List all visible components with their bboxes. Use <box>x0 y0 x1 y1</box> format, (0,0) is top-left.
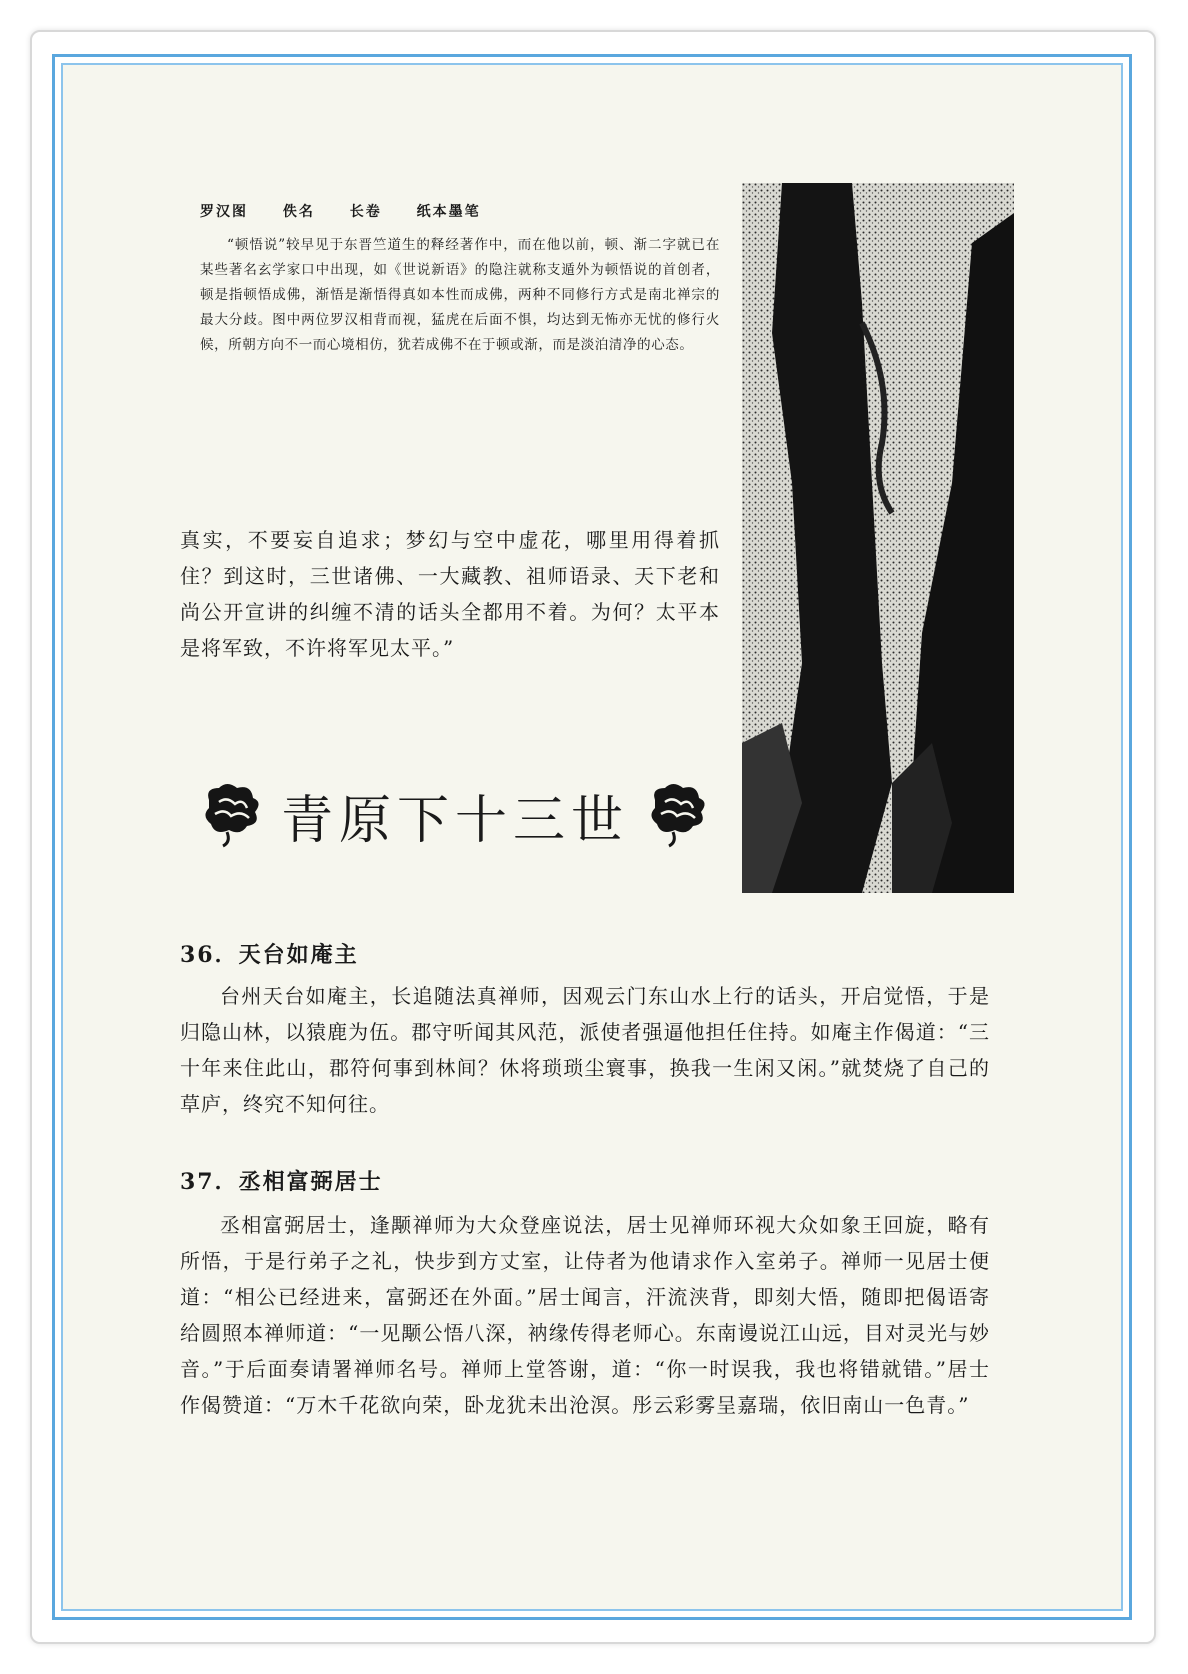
arhat-painting-image <box>742 183 1014 893</box>
caption-text: “顿悟说”较早见于东晋竺道生的释经著作中，而在他以前，顿、渐二字就已在某些著名玄学家口中出现，如《世说新语》的隐注就称支遁外为顿悟说的首创者，顿是指顿悟成佛，渐悟是渐悟得真如本性而成佛，两种不同修行方式是南北禅宗的最大分歧。图中两位罗汉相背而视，猛虎在后面不惧，均达到无怖亦无忧的修行火候，所朝方向不一而心境相仿，犹若成佛不在于顿或渐，而是淡泊清净的心态。 <box>200 237 720 353</box>
painting-caption <box>200 200 720 358</box>
section-37-heading: 37．丞相富弼居士 <box>180 1169 383 1195</box>
section-36-text: 台州天台如庵主，长追随法真禅师，因观云门东山水上行的话头，开启觉悟，于是归隐山林，以猿鹿为伍。郡守听闻其风范，派使者强逼他担任住持。如庵主作偈道：“三十年来住此山，郡符何事到林间？休将琐琐尘寰事，换我一生闲又闲。”就焚烧了自己的草庐，终究不知何往。 <box>180 984 990 1116</box>
section-37-text: 丞相富弼居士，逢颙禅师为大众登座说法，居士见禅师环视大众如象王回旋，略有所悟，于是行弟子之礼，快步到方丈室，让侍者为他请求作入室弟子。禅师一见居士便道：“相公已经进来，富弼还在外面。”居士闻言，汗流浃背，即刻大悟，随即把偈语寄给圆照本禅师道：“一见颙公悟八深，衲缘传得老师心。东南谩说江山远，目对灵光与妙音。”于后面奏请署禅师名号。禅师上堂答谢，道：“你一时误我，我也将错就错。”居士作偈赞道：“万木千花欲向荣，卧龙犹未出沧溟。彤云彩雾呈嘉瑞，依旧南山一色青。” <box>180 1213 990 1417</box>
section-37-body <box>180 1207 990 1423</box>
chapter-banner <box>195 770 715 860</box>
section-36-heading: 36．天台如庵主 <box>180 942 359 968</box>
caption-format: 长卷 <box>349 204 382 220</box>
caption-title: 罗汉图 <box>200 204 248 220</box>
cloud-ornament-icon <box>201 780 263 850</box>
ink-painting-graphic <box>742 183 1014 893</box>
caption-medium: 纸本墨笔 <box>416 204 481 220</box>
paragraph-continued: 真实，不要妄自追求；梦幻与空中虚花，哪里用得着抓住？到这时，三世诸佛、一大藏教、祖师语录、天下老和尚公开宣讲的纠缠不清的话头全都用不着。为何？太平本是将军致，不许将军见太平。” <box>180 528 720 660</box>
section-36-body <box>180 978 990 1122</box>
chapter-title: 青原下十三世 <box>280 790 629 851</box>
cloud-ornament-icon <box>647 780 709 850</box>
caption-author: 佚名 <box>282 204 315 220</box>
caption-title-line <box>200 200 720 225</box>
